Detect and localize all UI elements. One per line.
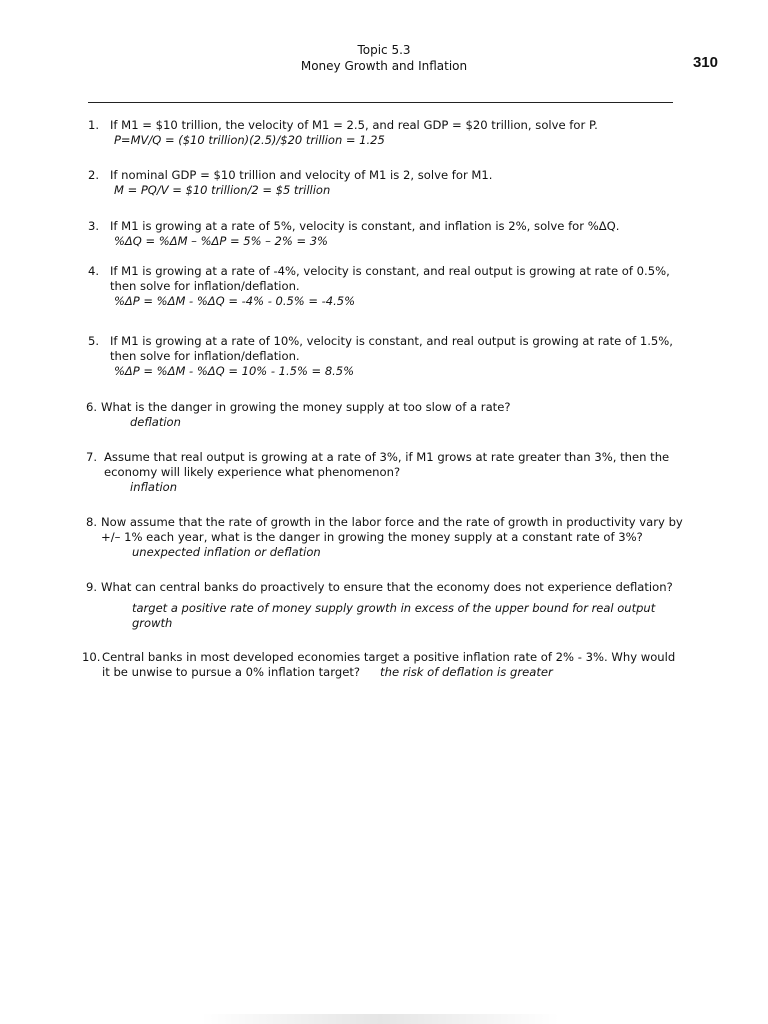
question-item	[86, 450, 669, 495]
question-text: If M1 is growing at a rate of -4%, velocity is constant, and real output is growing at rate of 0.5%,	[110, 264, 670, 278]
question-text: If M1 is growing at a rate of 10%, velocity is constant, and real output is growing at rate of 1.5%,	[110, 334, 673, 348]
question-text: If nominal GDP = $10 trillion and velocity of M1 is 2, solve for M1.	[110, 168, 493, 182]
answer-text: inflation	[130, 480, 177, 494]
question-number: 8.	[86, 515, 98, 529]
question-item	[86, 580, 673, 631]
question-text-cont: then solve for inflation/deflation.	[110, 279, 300, 293]
question-text-cont: then solve for inflation/deflation.	[110, 349, 300, 363]
question-number: 7.	[86, 450, 98, 464]
answer-text: unexpected inflation or deflation	[132, 545, 321, 559]
answer-text: %ΔQ = %ΔM – %ΔP = 5% – 2% = 3%	[114, 234, 328, 248]
question-item	[86, 400, 511, 430]
question-text: Assume that real output is growing at a rate of 3%, if M1 grows at rate greater than 3%, then the	[104, 450, 670, 464]
question-text: Central banks in most developed economies target a positive inflation rate of 2% - 3%. Why would	[102, 650, 676, 664]
question-text: What can central banks do proactively to ensure that the economy does not experience deflation?	[101, 580, 673, 594]
page-number: 310	[692, 54, 718, 71]
question-item	[82, 650, 675, 680]
question-number: 9.	[86, 580, 98, 594]
question-number: 5.	[88, 334, 100, 348]
question-item	[88, 334, 673, 379]
header-divider	[88, 102, 673, 103]
question-text-line: it be unwise to pursue a 0% inflation target?	[102, 665, 361, 679]
question-item	[88, 219, 619, 249]
question-text-cont: economy will likely experience what phenomenon?	[104, 465, 401, 479]
page-header	[0, 42, 768, 75]
question-item	[88, 168, 492, 198]
answer-text: M = PQ/V = $10 trillion/2 = $5 trillion	[114, 183, 331, 197]
question-number: 1.	[88, 118, 100, 132]
answer-text: target a positive rate of money supply growth in excess of the upper bound for real output	[132, 601, 656, 615]
page-title: Money Growth and Inflation	[300, 59, 468, 73]
question-item	[88, 264, 670, 309]
question-text: If M1 is growing at a rate of 5%, velocity is constant, and inflation is 2%, solve for %ΔQ.	[110, 219, 620, 233]
topic-label: Topic 5.3	[357, 43, 411, 57]
question-text: What is the danger in growing the money supply at too slow of a rate?	[101, 400, 511, 414]
answer-text: %ΔP = %ΔM - %ΔQ = 10% - 1.5% = 8.5%	[114, 364, 355, 378]
question-number: 4.	[88, 264, 100, 278]
question-text-cont	[82, 665, 675, 680]
answer-text: the risk of deflation is greater	[380, 665, 553, 679]
question-number: 6.	[86, 400, 98, 414]
question-item	[88, 118, 598, 148]
question-text: If M1 = $10 trillion, the velocity of M1 = 2.5, and real GDP = $20 trillion, solve for P.	[110, 118, 598, 132]
answer-text: deflation	[130, 415, 181, 429]
question-item	[86, 515, 683, 560]
question-text: Now assume that the rate of growth in the labor force and the rate of growth in productivity vary by	[101, 515, 683, 529]
question-number: 3.	[88, 219, 100, 233]
answer-text: %ΔP = %ΔM - %ΔQ = -4% - 0.5% = -4.5%	[114, 294, 356, 308]
question-text-cont: +/– 1% each year, what is the danger in growing the money supply at a constant rate of 3%?	[101, 530, 643, 544]
answer-text-cont: growth	[132, 616, 173, 630]
question-number: 2.	[88, 168, 100, 182]
answer-text: P=MV/Q = ($10 trillion)(2.5)/$20 trillion = 1.25	[114, 133, 385, 147]
question-number: 10.	[82, 650, 101, 664]
bleed-through-text	[200, 1014, 560, 1024]
